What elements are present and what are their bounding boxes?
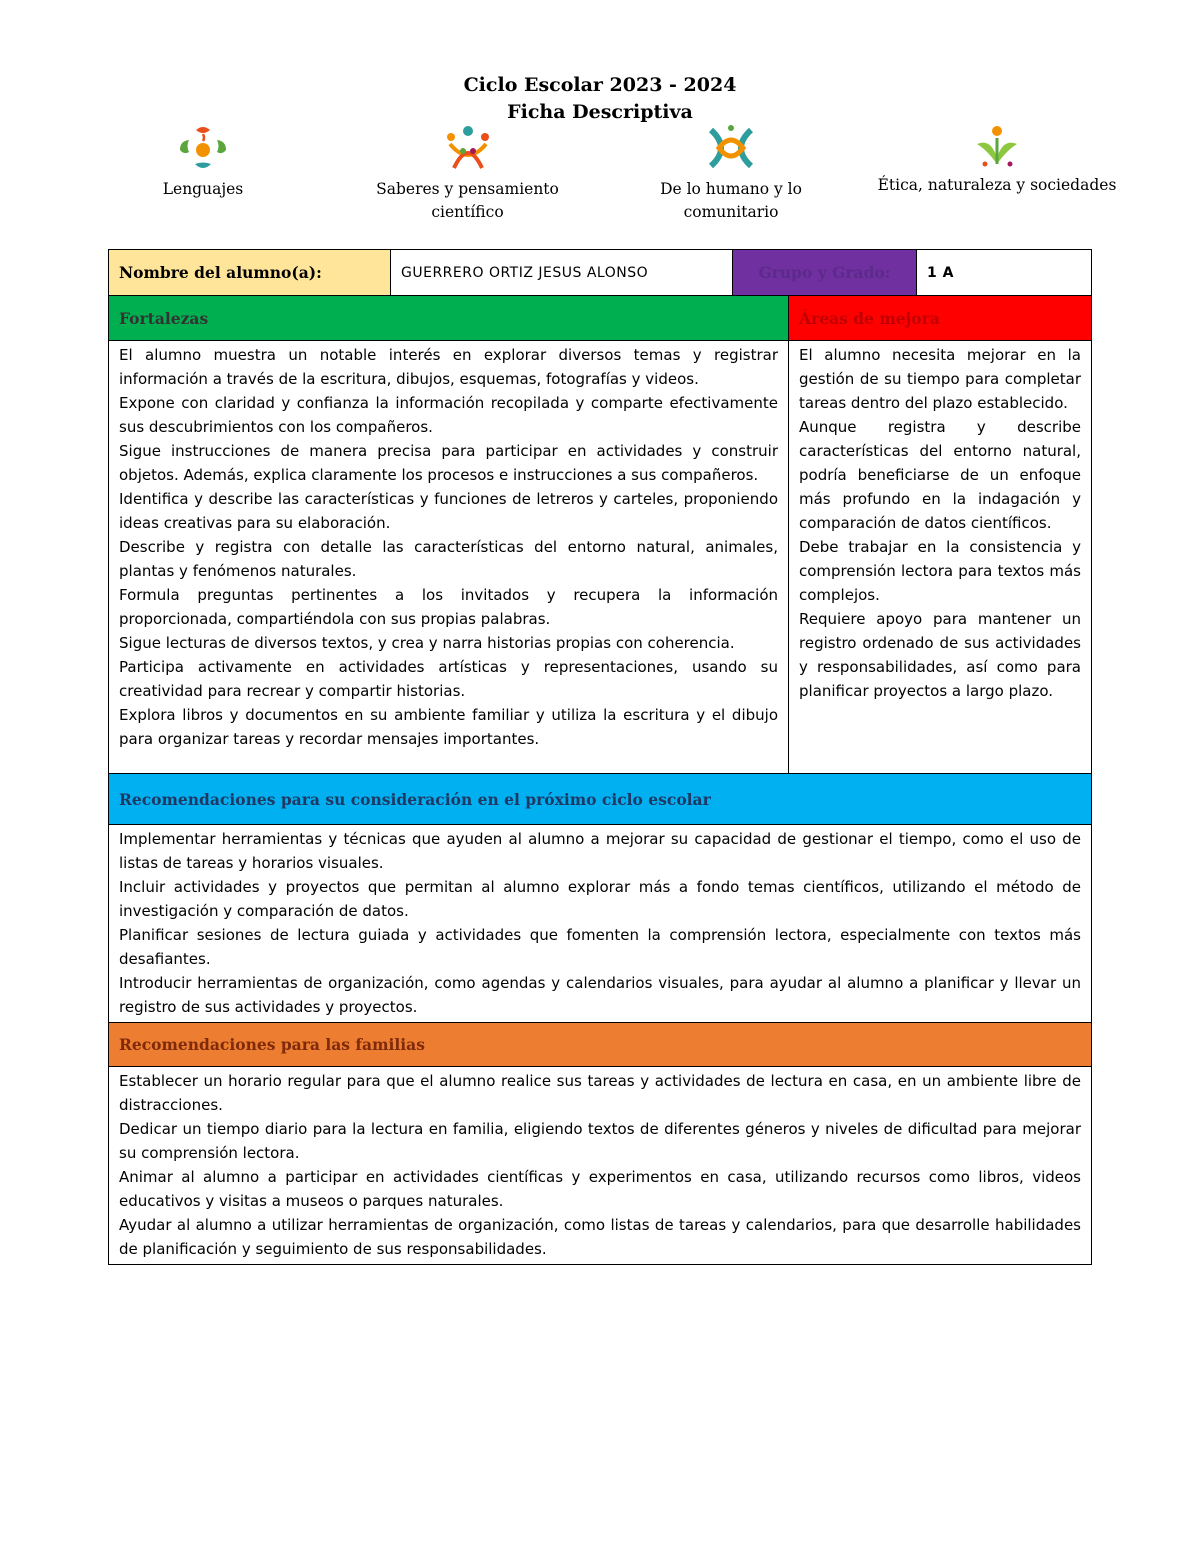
field-label: Saberes y pensamiento científico	[376, 180, 559, 221]
student-row	[109, 250, 1092, 296]
improvement-item: Requiere apoyo para mantener un registro ordenado de sus actividades y responsabilidades, así como para planificar proyectos a largo plazo.	[799, 610, 1081, 700]
families-header: Recomendaciones para las familias	[109, 1023, 1092, 1067]
student-record-table	[108, 249, 1092, 1265]
field-lenguajes	[128, 124, 278, 201]
cycle-title: Ciclo Escolar 2023 - 2024	[463, 74, 737, 96]
strength-item: Sigue lecturas de diversos textos, y crea y narra historias propias con coherencia.	[119, 634, 735, 652]
next-cycle-item: Planificar sesiones de lectura guiada y actividades que fomenten la comprensión lectora, especialmente con textos más desafiantes.	[119, 926, 1081, 968]
section-headers-row	[109, 296, 1092, 341]
etica-icon	[973, 124, 1021, 168]
field-humano	[650, 124, 812, 224]
strength-item: Participa activamente en actividades artísticas y representaciones, usando su creatividad para recrear y compartir historias.	[119, 658, 778, 700]
next-cycle-item: Introducir herramientas de organización, como agendas y calendarios visuales, para ayudar al alumno a planificar y llevar un registro de sus actividades y proyectos.	[119, 974, 1081, 1016]
strengths-improvement-row	[109, 341, 1092, 774]
improvement-header: Áreas de mejora	[789, 296, 1092, 341]
next-cycle-list	[109, 825, 1092, 1023]
families-list	[109, 1067, 1092, 1265]
next-cycle-item: Implementar herramientas y técnicas que ayuden al alumno a mejorar su capacidad de gestionar el tiempo, como el uso de listas de tareas y horarios visuales.	[119, 830, 1081, 872]
improvement-item: Debe trabajar en la consistencia y comprensión lectora para textos más complejos.	[799, 538, 1081, 604]
document-title: Ficha Descriptiva	[507, 101, 693, 123]
field-label: Ética, naturaleza y sociedades	[877, 176, 1117, 194]
field-saberes	[370, 124, 565, 224]
improvement-item: Aunque registra y describe características del entorno natural, podría beneficiarse de un enfoque más profundo en la indagación y comparación de datos científicos.	[799, 418, 1081, 532]
field-label: Lenguajes	[162, 180, 244, 198]
field-etica	[872, 124, 1122, 197]
strength-item: Describe y registra con detalle las características del entorno natural, animales, plantas y fenómenos naturales.	[119, 538, 778, 580]
strength-item: El alumno muestra un notable interés en explorar diversos temas y registrar información a través de la escritura, dibujos, esquemas, fotografías y videos.	[119, 346, 778, 388]
strength-item: Sigue instrucciones de manera precisa para participar en actividades y construir objetos. Además, explica claramente los procesos e instrucciones a sus compañeros.	[119, 442, 778, 484]
saberes-icon	[442, 124, 494, 172]
families-item: Ayudar al alumno a utilizar herramientas de organización, como listas de tareas y calendarios, para que desarrolle habilidades de planificación y seguimiento de sus responsabilidades.	[119, 1216, 1081, 1258]
families-item: Animar al alumno a participar en actividades científicas y experimentos en casa, utilizando recursos como libros, videos educativos y visitas a museos o parques naturales.	[119, 1168, 1081, 1210]
strength-item: Formula preguntas pertinentes a los invitados y recupera la información proporcionada, compartiéndola con sus propias palabras.	[119, 586, 778, 628]
group-grade-label: Grupo y Grado:	[733, 250, 917, 296]
next-cycle-item: Incluir actividades y proyectos que permitan al alumno explorar más a fondo temas científicos, utilizando el método de investigación y comparación de datos.	[119, 878, 1081, 920]
group-grade-value: 1 A	[917, 250, 1092, 296]
strength-item: Identifica y describe las características y funciones de letreros y carteles, proponiendo ideas creativas para su elaboración.	[119, 490, 778, 532]
improvement-list	[789, 341, 1092, 774]
next-cycle-row	[109, 825, 1092, 1023]
families-item: Establecer un horario regular para que el alumno realice sus tareas y actividades de lectura en casa, en un ambiente libre de distracciones.	[119, 1072, 1081, 1114]
families-row	[109, 1067, 1092, 1265]
improvement-item: El alumno necesita mejorar en la gestión de su tiempo para completar tareas dentro del plazo establecido.	[799, 346, 1081, 412]
strengths-header: Fortalezas	[109, 296, 789, 341]
families-header-row	[109, 1023, 1092, 1067]
next-cycle-header: Recomendaciones para su consideración en el próximo ciclo escolar	[109, 774, 1092, 825]
strength-item: Expone con claridad y confianza la información recopilada y comparte efectivamente sus descubrimientos con los compañeros.	[119, 394, 778, 436]
lenguajes-icon	[176, 124, 230, 172]
humano-icon	[705, 124, 757, 172]
document-header	[0, 72, 1200, 126]
strength-item: Explora libros y documentos en su ambiente familiar y utiliza la escritura y el dibujo para organizar tareas y recordar mensajes importantes.	[119, 706, 778, 748]
families-item: Dedicar un tiempo diario para la lectura en familia, eligiendo textos de diferentes géneros y niveles de dificultad para mejorar su comprensión lectora.	[119, 1120, 1081, 1162]
strengths-list	[109, 341, 789, 774]
student-name-value: GUERRERO ORTIZ JESUS ALONSO	[391, 250, 733, 296]
field-label: De lo humano y lo comunitario	[660, 180, 802, 221]
student-name-label: Nombre del alumno(a):	[109, 250, 391, 296]
next-cycle-header-row	[109, 774, 1092, 825]
